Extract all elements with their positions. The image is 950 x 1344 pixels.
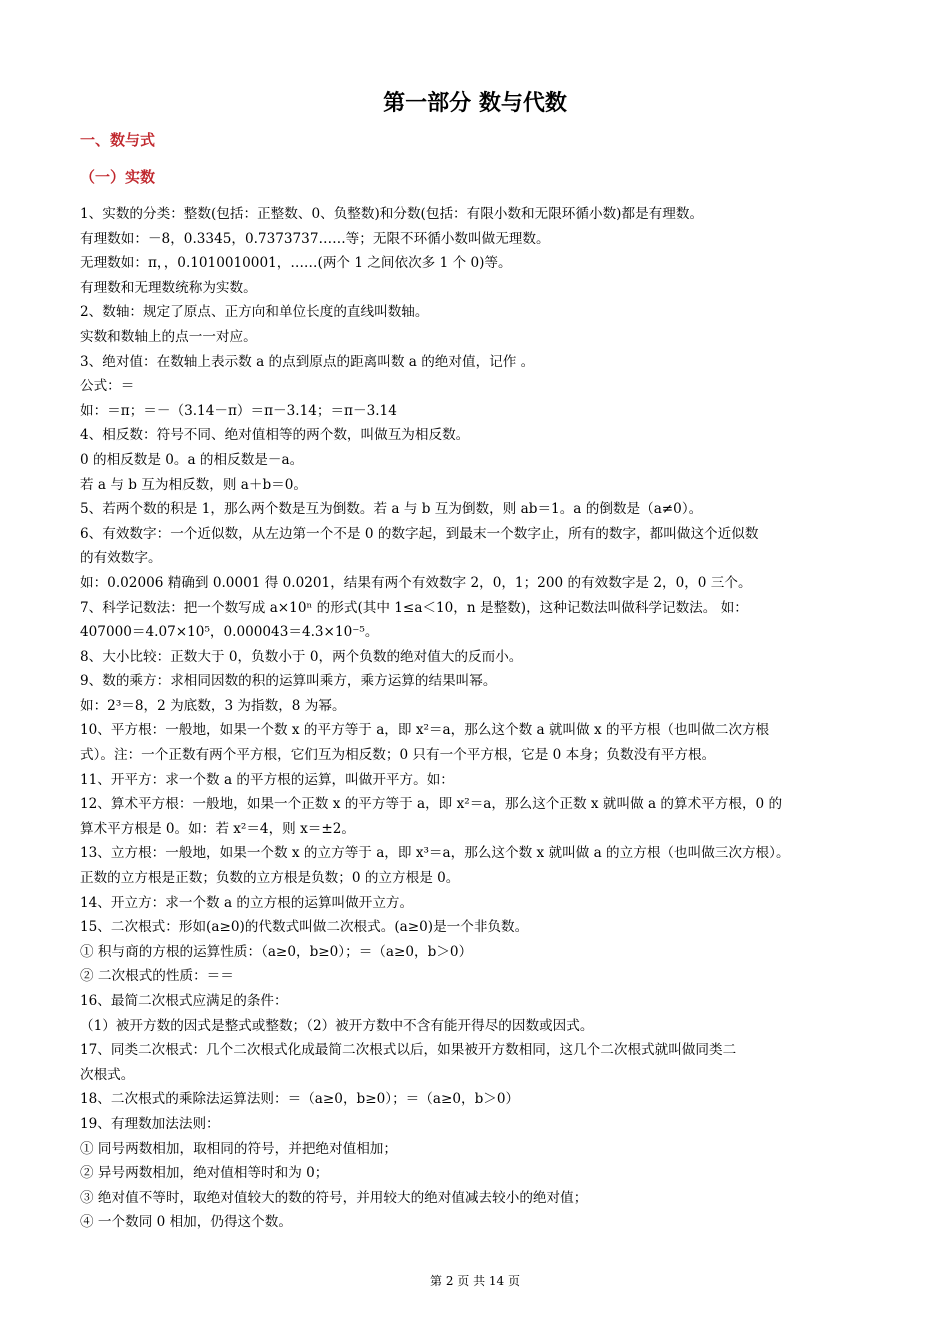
document-body [80, 202, 880, 1235]
text-line: 有理数和无理数统称为实数。 [80, 279, 257, 296]
text-line: 15、二次根式：形如(a≥0)的代数式叫做二次根式。(a≥0)是一个非负数。 [80, 919, 529, 936]
text-line: 8、大小比较：正数大于 0，负数小于 0，两个负数的绝对值大的反而小。 [80, 648, 523, 665]
text-line: 无理数如：π，，0.1010010001，……(两个 1 之间依次多 1 个 0)等。 [80, 255, 512, 272]
text-line: 实数和数轴上的点一一对应。 [80, 328, 257, 345]
text-line: 13、立方根：一般地，如果一个数 x 的立方等于 a，即 x³＝a，那么这个数 x 就叫做 a 的立方根（也叫做三次方根）。 [80, 845, 790, 862]
text-line: ④ 一个数同 0 相加，仍得这个数。 [80, 1214, 292, 1231]
text-line: ② 异号两数相加，绝对值相等时和为 0； [80, 1165, 329, 1182]
text-line: 4、相反数：符号不同、绝对值相等的两个数，叫做互为相反数。 [80, 427, 470, 444]
text-line: 18、二次根式的乘除法运算法则：＝（a≥0，b≥0）；＝（a≥0，b＞0） [80, 1091, 520, 1108]
text-line: 有理数如：－8，0.3345，0.7373737……等；无限不环循小数叫做无理数。 [80, 230, 550, 247]
text-line: 9、数的乘方：求相同因数的积的运算叫乘方，乘方运算的结果叫幂。 [80, 673, 497, 690]
text-line: 正数的立方根是正数；负数的立方根是负数；0 的立方根是 0。 [80, 870, 460, 887]
text-line: 16、最简二次根式应满足的条件： [80, 993, 288, 1009]
text-line: 如：0.02006 精确到 0.0001 得 0.0201，结果有两个有效数字 2，0，1；200 的有效数字是 2，0，0 三个。 [80, 574, 752, 591]
text-line: 17、同类二次根式：几个二次根式化成最简二次根式以后，如果被开方数相同，这几个二次根式就叫做同类二 [80, 1042, 737, 1059]
text-line: 7、科学记数法：把一个数写成 a×10ⁿ 的形式(其中 1≤a＜10，n 是整数)，这种记数法叫做科学记数法。 如： [80, 599, 748, 616]
text-line: 公式：＝ [80, 378, 135, 395]
text-line: 如：2³＝8，2 为底数，3 为指数，8 为幂。 [80, 697, 346, 714]
text-line: 11、开平方：求一个数 a 的平方根的运算，叫做开平方。如： [80, 771, 454, 788]
section-heading: 一、数与式 [80, 131, 156, 149]
text-line: ① 同号两数相加，取相同的符号，并把绝对值相加； [80, 1140, 397, 1157]
text-line: 0 的相反数是 0。a 的相反数是－a。 [80, 451, 304, 468]
page-footer: 第 2 页 共 14 页 [430, 1274, 520, 1288]
page-title: 第一部分 数与代数 [383, 91, 567, 116]
text-line: 5、若两个数的积是 1，那么两个数是互为倒数。若 a 与 b 互为倒数，则 ab＝1。a 的倒数是（a≠0）。 [80, 501, 703, 518]
text-line: 3、绝对值：在数轴上表示数 a 的点到原点的距离叫数 a 的绝对值，记作 。 [80, 353, 535, 370]
text-line: 次根式。 [80, 1066, 135, 1083]
subsection-heading: （一）实数 [80, 168, 156, 186]
text-line: 12、算术平方根：一般地，如果一个正数 x 的平方等于 a，即 x²＝a，那么这个正数 x 就叫做 a 的算术平方根，0 的 [80, 796, 783, 813]
text-line: ③ 绝对值不等时，取绝对值较大的数的符号，并用较大的绝对值减去较小的绝对值； [80, 1189, 588, 1206]
text-line: 14、开立方：求一个数 a 的立方根的运算叫做开立方。 [80, 894, 414, 911]
text-line: ② 二次根式的性质：＝＝ [80, 968, 234, 985]
text-line: ① 积与商的方根的运算性质：（a≥0，b≥0）；＝（a≥0，b＞0） [80, 943, 473, 960]
text-line: （1）被开方数的因式是整式或整数；（2）被开方数中不含有能开得尽的因数或因式。 [80, 1017, 594, 1034]
text-line: 1、实数的分类：整数(包括：正整数、0、负整数)和分数(包括：有限小数和无限环循小数)都是有理数。 [80, 206, 704, 222]
text-line: 10、平方根：一般地，如果一个数 x 的平方等于 a，即 x²＝a，那么这个数 a 就叫做 x 的平方根（也叫做二次方根 [80, 722, 770, 739]
text-line: 407000＝4.07×10⁵，0.000043＝4.3×10⁻⁵。 [80, 624, 379, 641]
text-line: 6、有效数字：一个近似数，从左边第一个不是 0 的数字起，到最末一个数字止，所有的数字，都叫做这个近似数 [80, 525, 759, 542]
text-line: 算术平方根是 0。如：若 x²＝4，则 x＝±2。 [80, 820, 355, 837]
text-line: 式）。注：一个正数有两个平方根，它们互为相反数；0 只有一个平方根，它是 0 本身；负数没有平方根。 [80, 747, 716, 764]
text-line: 的有效数字。 [80, 550, 162, 567]
text-line: 如：＝π；＝－（3.14－π）＝π－3.14；＝π－3.14 [80, 402, 397, 419]
text-line: 2、数轴：规定了原点、正方向和单位长度的直线叫数轴。 [80, 304, 429, 321]
text-line: 若 a 与 b 互为相反数，则 a＋b＝0。 [80, 476, 307, 493]
text-line: 19、有理数加法法则： [80, 1115, 220, 1132]
